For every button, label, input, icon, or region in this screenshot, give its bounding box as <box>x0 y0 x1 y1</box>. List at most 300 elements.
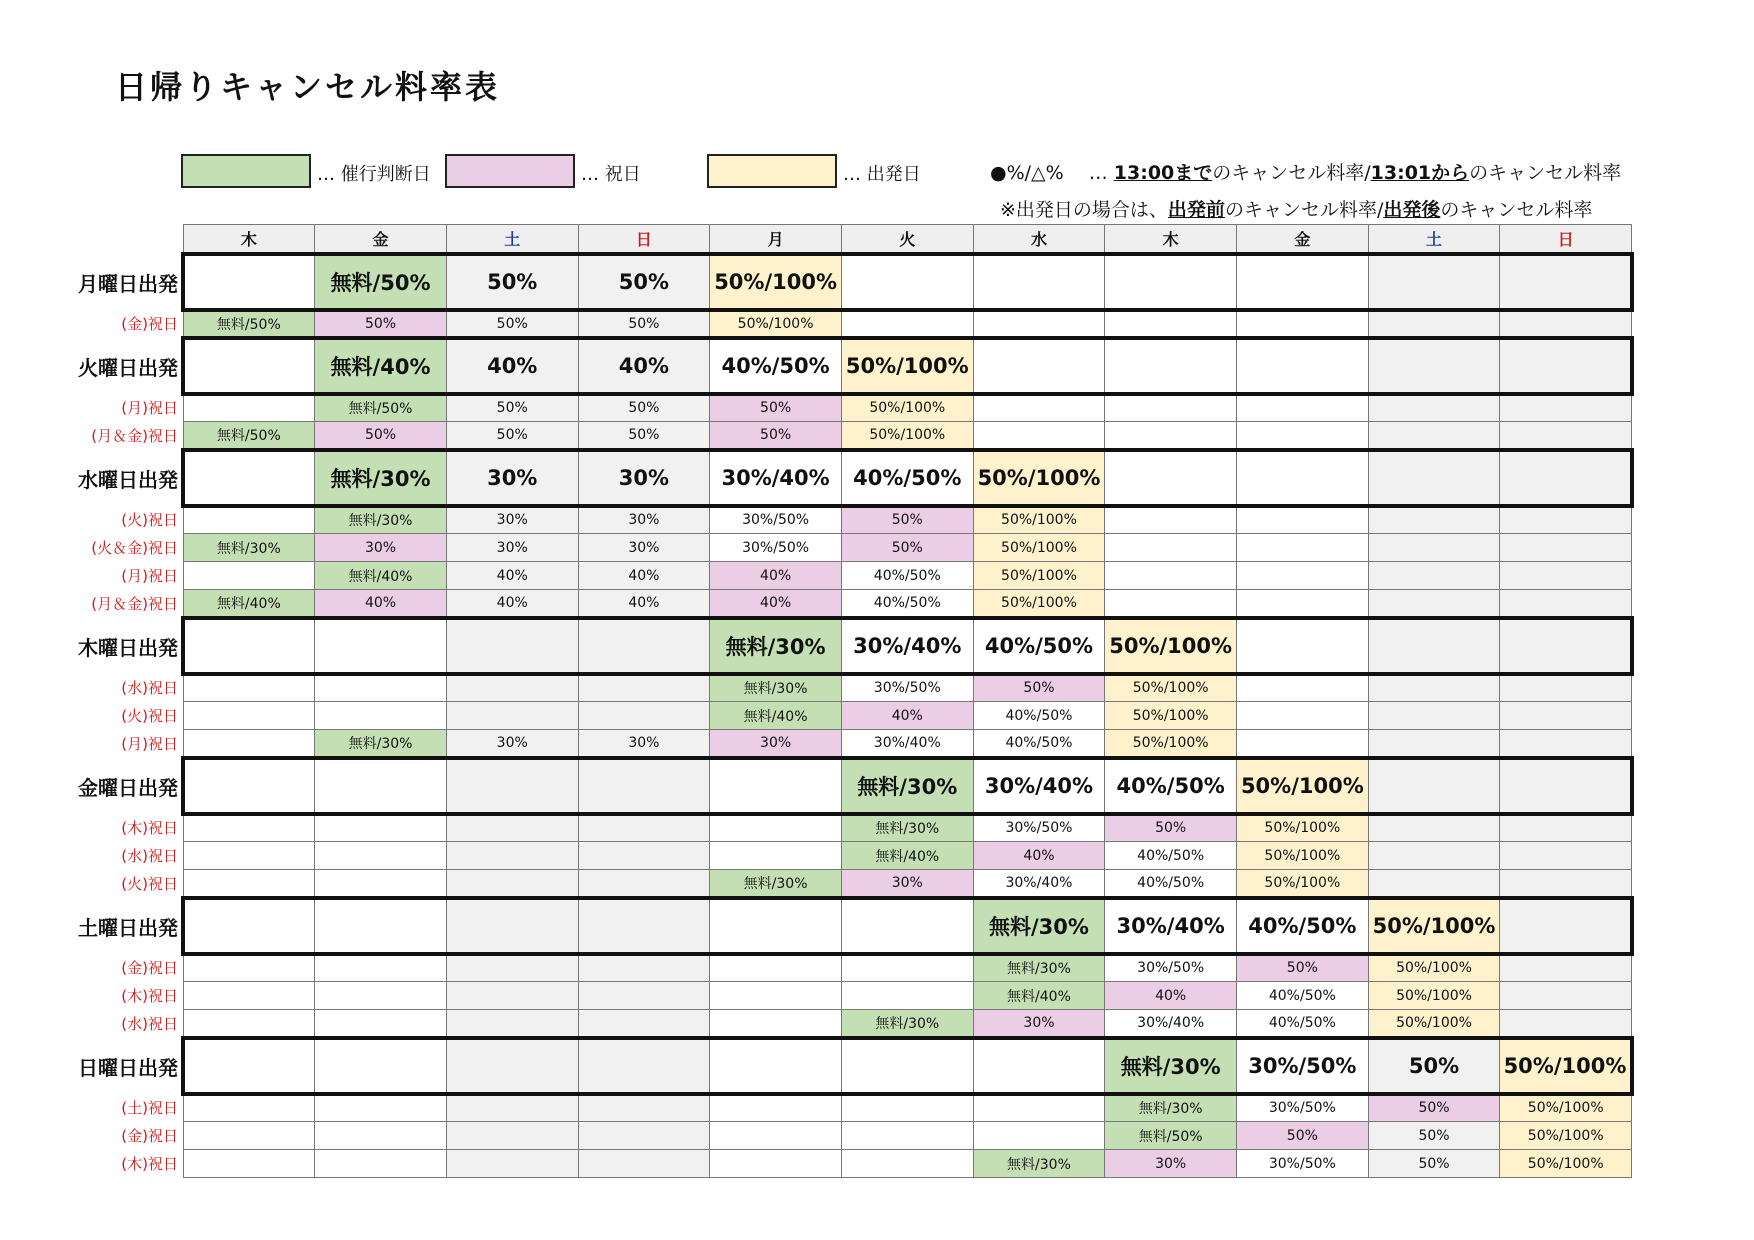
departure-day-note <box>1000 195 1592 222</box>
rate-cell <box>315 898 447 954</box>
dep-note-before: 出発前 <box>1167 199 1225 221</box>
rate-cell <box>578 842 710 870</box>
rate-cell <box>710 954 842 982</box>
rate-cell <box>841 338 973 394</box>
rate-cell <box>1368 674 1500 702</box>
rate-value: 40%/50% <box>1005 734 1073 751</box>
rate-cell <box>1500 954 1632 982</box>
rate-cell <box>183 534 315 562</box>
rate-cell <box>315 338 447 394</box>
holiday-label: (木)祝日 <box>121 1155 178 1173</box>
departure-day-label: 日曜日出発 <box>78 1056 178 1080</box>
rate-value: 30%/50% <box>1137 960 1205 977</box>
rate-value: 無料/40% <box>348 568 413 585</box>
holiday-label: (土)祝日 <box>121 1099 178 1117</box>
rate-cell <box>1368 338 1500 394</box>
rate-cell <box>1237 338 1369 394</box>
rate-cell <box>1237 310 1369 338</box>
holiday-label: (月)祝日 <box>121 735 178 753</box>
holiday-row <box>183 954 1632 982</box>
holiday-row <box>183 674 1632 702</box>
holiday-label: (火)祝日 <box>121 511 178 529</box>
rate-cell <box>183 758 315 814</box>
rate-cell <box>578 450 710 506</box>
holiday-label: (火)祝日 <box>121 875 178 893</box>
rate-value: 30% <box>1155 1155 1187 1172</box>
rate-value: 50% <box>1408 1053 1460 1078</box>
rate-value: 50%/100% <box>869 400 946 417</box>
rate-cell <box>315 618 447 674</box>
rate-cell <box>183 870 315 898</box>
day-header-mon-4: 月 <box>710 225 842 254</box>
rate-value: 40% <box>628 594 660 611</box>
day-header-thu-7: 木 <box>1105 225 1237 254</box>
holiday-label: (木)祝日 <box>121 987 178 1005</box>
rate-cell <box>710 982 842 1010</box>
rate-value: 無料/30% <box>857 774 958 799</box>
holiday-row <box>183 982 1632 1010</box>
rate-cell <box>183 702 315 730</box>
departure-row <box>183 1038 1632 1094</box>
rate-value: 40%/50% <box>853 465 962 490</box>
rate-cell <box>183 590 315 618</box>
rate-cell <box>1237 730 1369 758</box>
rate-cell <box>1105 394 1237 422</box>
rate-cell <box>315 730 447 758</box>
rate-value: 30% <box>618 465 670 490</box>
rate-value: 40% <box>618 353 670 378</box>
rate-cell <box>710 702 842 730</box>
rate-cell <box>710 1150 842 1178</box>
rate-value: 40% <box>760 567 792 584</box>
rate-cell <box>973 982 1105 1010</box>
rate-value: 50%/100% <box>1527 1127 1604 1144</box>
rate-cell <box>1368 1038 1500 1094</box>
rate-cell <box>578 954 710 982</box>
rate-cell <box>446 590 578 618</box>
rate-cell <box>973 618 1105 674</box>
rate-cell <box>1237 898 1369 954</box>
rate-cell <box>841 590 973 618</box>
holiday-row <box>183 506 1632 534</box>
rate-cell <box>1368 534 1500 562</box>
legend-rate-note <box>990 158 1621 185</box>
rate-cell <box>841 534 973 562</box>
rate-value: 50%/100% <box>1001 539 1077 556</box>
rate-value: 40%/50% <box>1248 913 1357 938</box>
rate-value: 無料/30% <box>875 1015 940 1032</box>
rate-value: 無料/30% <box>216 540 281 557</box>
rate-cell <box>841 674 973 702</box>
rate-cell <box>446 870 578 898</box>
rate-cell <box>710 254 842 310</box>
holiday-row <box>183 422 1632 450</box>
holiday-row <box>183 842 1632 870</box>
rate-value: 30% <box>496 512 528 529</box>
rate-value: 50% <box>891 512 923 529</box>
rate-cell <box>578 338 710 394</box>
rate-value: 40% <box>760 594 792 611</box>
rate-value: 40%/50% <box>1137 874 1205 891</box>
rate-cell <box>1500 254 1632 310</box>
rate-cell <box>1368 618 1500 674</box>
rate-value: 30% <box>364 539 397 556</box>
rate-cell <box>1105 310 1237 338</box>
rate-value: 無料/30% <box>725 634 826 659</box>
departure-row <box>183 254 1632 310</box>
rate-cell <box>1368 702 1500 730</box>
rate-cell <box>710 422 842 450</box>
rate-cell <box>183 618 315 674</box>
holiday-label: (金)祝日 <box>121 1127 178 1145</box>
rate-value: 30%/40% <box>984 773 1094 798</box>
rate-cell <box>1500 506 1632 534</box>
rate-value: 無料/50% <box>216 316 281 333</box>
rate-cell <box>973 870 1105 898</box>
rate-cell <box>841 982 973 1010</box>
legend-label-holiday: … 祝日 <box>581 164 641 185</box>
rate-cell <box>710 394 842 422</box>
rate-value: 40% <box>628 567 660 584</box>
rate-cell <box>973 562 1105 590</box>
rate-cell <box>1237 870 1369 898</box>
rate-value: 40%/50% <box>873 594 941 611</box>
rate-cell <box>446 450 578 506</box>
rate-value: 30% <box>628 734 660 751</box>
rate-value: 50%/100% <box>1527 1155 1604 1172</box>
rate-value: 無料/40% <box>1007 988 1071 1005</box>
holiday-row <box>183 590 1632 618</box>
rate-value: 無料/50% <box>1138 1128 1203 1145</box>
rate-cell <box>710 898 842 954</box>
rate-cell <box>315 1010 447 1038</box>
legend-swatch-judgement <box>181 154 311 188</box>
rate-cell <box>973 842 1105 870</box>
rate-cell <box>1105 1010 1237 1038</box>
departure-day-label: 土曜日出発 <box>78 916 178 940</box>
rate-value: 無料/40% <box>216 595 281 612</box>
rate-value: 30%/40% <box>873 734 941 751</box>
rate-value: 無料/50% <box>348 401 413 418</box>
rate-value: 30% <box>628 539 660 556</box>
holiday-label: (金)祝日 <box>121 959 178 977</box>
rate-cell <box>315 842 447 870</box>
rate-cell <box>710 814 842 842</box>
rate-value: 無料/30% <box>1007 1156 1071 1173</box>
rate-value: 50% <box>760 426 792 443</box>
rate-cell <box>1237 814 1369 842</box>
rate-value: 50%/100% <box>869 426 946 443</box>
rate-cell <box>315 1038 447 1094</box>
rate-cell <box>973 954 1105 982</box>
rate-value: 50% <box>1023 680 1055 697</box>
rate-cell <box>1237 590 1369 618</box>
rate-value: 50%/100% <box>1132 734 1209 751</box>
rate-value: 50% <box>364 315 397 332</box>
holiday-label: (火)祝日 <box>121 707 178 725</box>
rate-cell <box>446 1094 578 1122</box>
rate-value: 30% <box>496 539 528 556</box>
rate-cell <box>183 310 315 338</box>
rate-value: 50% <box>496 315 528 332</box>
rate-cell <box>578 506 710 534</box>
rate-cell <box>315 450 447 506</box>
rate-cell <box>1368 842 1500 870</box>
rate-cell <box>841 1122 973 1150</box>
legend-swatch-departure <box>707 154 837 188</box>
rate-value: 無料/30% <box>743 681 808 698</box>
rate-cell <box>1105 590 1237 618</box>
rate-cell <box>183 562 315 590</box>
rate-cell <box>1237 954 1369 982</box>
rate-value: 無料/30% <box>330 466 431 491</box>
rate-cell <box>973 814 1105 842</box>
rate-cell <box>1105 702 1237 730</box>
day-header-sun-3: 日 <box>578 225 710 254</box>
rate-cell <box>315 1094 447 1122</box>
rate-cell <box>973 674 1105 702</box>
rate-cell <box>1368 310 1500 338</box>
rate-cell <box>973 1038 1105 1094</box>
rate-cell <box>446 674 578 702</box>
rate-value: 40% <box>496 567 528 584</box>
rate-cell <box>1500 618 1632 674</box>
rate-cell <box>183 1038 315 1094</box>
rate-cell <box>1105 534 1237 562</box>
departure-day-label: 金曜日出発 <box>78 776 178 800</box>
rate-cell <box>315 674 447 702</box>
rate-cell <box>1500 982 1632 1010</box>
holiday-label: (月)祝日 <box>121 567 178 585</box>
rate-cell <box>841 814 973 842</box>
departure-row <box>183 758 1632 814</box>
rate-cell <box>578 870 710 898</box>
rate-value: 30%/50% <box>742 539 810 556</box>
rate-cell <box>710 618 842 674</box>
rate-cell <box>1237 422 1369 450</box>
rate-cell <box>1368 1150 1500 1178</box>
rate-note-time2: 13:01から <box>1370 162 1470 184</box>
rate-cell <box>1500 310 1632 338</box>
rate-cell <box>710 338 842 394</box>
rate-cell <box>1237 842 1369 870</box>
rate-cell <box>1500 674 1632 702</box>
rate-value: 50% <box>487 269 538 294</box>
rate-cell <box>973 506 1105 534</box>
rate-cell <box>1105 814 1237 842</box>
legend-label-judgement: … 催行判断日 <box>317 164 431 185</box>
rate-cell <box>578 1038 710 1094</box>
rate-cell <box>1500 394 1632 422</box>
day-header-fri-1: 金 <box>315 225 447 254</box>
day-header-sat-2: 土 <box>446 225 578 254</box>
rate-cell <box>841 758 973 814</box>
rate-cell <box>183 450 315 506</box>
rate-cell <box>446 702 578 730</box>
departure-row <box>183 898 1632 954</box>
rate-cell <box>1105 982 1237 1010</box>
rate-cell <box>183 674 315 702</box>
rate-value: 無料/30% <box>348 513 413 530</box>
rate-cell <box>446 758 578 814</box>
rate-cell <box>1237 562 1369 590</box>
day-header-tue-5: 火 <box>841 225 973 254</box>
day-header-fri-8: 金 <box>1237 225 1369 254</box>
rate-cell <box>841 618 973 674</box>
holiday-label: (月)祝日 <box>121 399 178 417</box>
rate-cell <box>446 1122 578 1150</box>
rate-cell <box>1500 562 1632 590</box>
rate-cell <box>841 506 973 534</box>
rate-cell <box>1500 450 1632 506</box>
rate-value: 50% <box>364 426 397 443</box>
rate-cell <box>1368 394 1500 422</box>
rate-cell <box>973 702 1105 730</box>
rate-cell <box>973 534 1105 562</box>
rate-cell <box>1237 534 1369 562</box>
rate-value: 無料/40% <box>875 848 940 865</box>
rate-cell <box>710 310 842 338</box>
departure-day-label: 水曜日出発 <box>78 468 178 492</box>
rate-cell <box>183 1094 315 1122</box>
rate-cell <box>578 814 710 842</box>
rate-value: 50%/100% <box>1001 594 1077 611</box>
rate-cell <box>578 534 710 562</box>
rate-value: 30%/50% <box>742 512 810 529</box>
rate-cell <box>1105 954 1237 982</box>
rate-value: 30%/50% <box>1005 820 1073 837</box>
rate-cell <box>578 1150 710 1178</box>
rate-cell <box>315 702 447 730</box>
rate-cell <box>1368 506 1500 534</box>
weekday-header-row <box>183 225 1632 254</box>
rate-cell <box>1237 702 1369 730</box>
rate-cell <box>578 562 710 590</box>
day-header-wed-6: 水 <box>973 225 1105 254</box>
rate-value: 50% <box>891 539 923 556</box>
rate-cell <box>973 310 1105 338</box>
rate-cell <box>183 1150 315 1178</box>
rate-value: 50% <box>1286 960 1318 977</box>
rate-note-time1: 13:00まで <box>1113 162 1213 184</box>
holiday-row <box>183 870 1632 898</box>
rate-cell <box>183 506 315 534</box>
rate-cell <box>446 310 578 338</box>
rate-cell <box>1368 1010 1500 1038</box>
rate-cell <box>315 814 447 842</box>
rate-cell <box>1105 730 1237 758</box>
rate-value: 無料/30% <box>348 735 413 752</box>
rate-cell <box>578 254 710 310</box>
rate-cell <box>973 1150 1105 1178</box>
rate-cell <box>1105 1150 1237 1178</box>
holiday-label: (木)祝日 <box>121 819 178 837</box>
rate-cell <box>578 310 710 338</box>
dep-note-after: 出発後 <box>1383 199 1441 221</box>
rate-cell <box>841 450 973 506</box>
rate-cell <box>1368 562 1500 590</box>
rate-value: 50%/100% <box>1001 512 1077 529</box>
rate-value: 50% <box>760 400 792 417</box>
rate-value: 無料/50% <box>216 427 281 444</box>
rate-cell <box>315 758 447 814</box>
rate-cell <box>973 254 1105 310</box>
rate-cell <box>1105 618 1237 674</box>
rate-cell <box>1105 450 1237 506</box>
rate-value: 無料/40% <box>330 354 431 379</box>
rate-value: 40%/50% <box>721 353 830 378</box>
rate-cell <box>841 394 973 422</box>
rate-value: 30% <box>891 874 923 891</box>
rate-cell <box>315 982 447 1010</box>
rate-value: 50%/100% <box>1264 874 1341 891</box>
rate-cell <box>973 758 1105 814</box>
rate-cell <box>315 870 447 898</box>
rate-value: 30% <box>496 734 528 751</box>
rate-cell <box>183 422 315 450</box>
holiday-row <box>183 730 1632 758</box>
page-title: 日帰りキャンセル料率表 <box>115 68 501 106</box>
rate-cell <box>1500 1038 1632 1094</box>
rate-cell <box>1500 1122 1632 1150</box>
rate-cell <box>841 1010 973 1038</box>
rate-cell <box>1105 1122 1237 1150</box>
rate-value: 50%/100% <box>1396 1014 1472 1031</box>
rate-value: 50% <box>1418 1155 1450 1172</box>
rate-value: 40% <box>891 707 923 724</box>
rate-cell <box>1105 254 1237 310</box>
rate-cell <box>446 618 578 674</box>
rate-cell <box>841 1038 973 1094</box>
rate-cell <box>446 1150 578 1178</box>
rate-cell <box>183 1010 315 1038</box>
rate-value: 50%/100% <box>714 269 837 294</box>
rate-value: 50%/100% <box>977 465 1101 490</box>
rate-value: 50%/100% <box>1396 960 1472 977</box>
rate-cell <box>1105 758 1237 814</box>
rate-value: 50%/100% <box>1372 913 1496 938</box>
rate-cell <box>1237 394 1369 422</box>
rate-value: 無料/30% <box>743 875 808 892</box>
rate-value: 50% <box>1418 1100 1450 1117</box>
rate-value: 無料/40% <box>743 708 808 725</box>
holiday-label: (火＆金)祝日 <box>91 539 178 557</box>
rate-cell <box>1500 814 1632 842</box>
rate-cell <box>315 1122 447 1150</box>
rate-cell <box>1237 758 1369 814</box>
rate-cell <box>841 310 973 338</box>
rate-cell <box>578 422 710 450</box>
holiday-row <box>183 1150 1632 1178</box>
rate-cell <box>841 954 973 982</box>
departure-day-label: 火曜日出発 <box>78 356 178 380</box>
holiday-row <box>183 310 1632 338</box>
legend-swatch-holiday <box>445 154 575 188</box>
rate-cell <box>446 1010 578 1038</box>
rate-cell <box>710 730 842 758</box>
rate-value: 30%/50% <box>1248 1053 1357 1078</box>
rate-cell <box>315 534 447 562</box>
rate-cell <box>446 338 578 394</box>
rate-cell <box>578 394 710 422</box>
rate-value: 50%/100% <box>1240 773 1364 798</box>
rate-cell <box>1500 1150 1632 1178</box>
rate-cell <box>710 1122 842 1150</box>
rate-cell <box>973 422 1105 450</box>
rate-cell <box>710 1038 842 1094</box>
rate-value: 50%/100% <box>1396 987 1472 1004</box>
rate-cell <box>973 1010 1105 1038</box>
